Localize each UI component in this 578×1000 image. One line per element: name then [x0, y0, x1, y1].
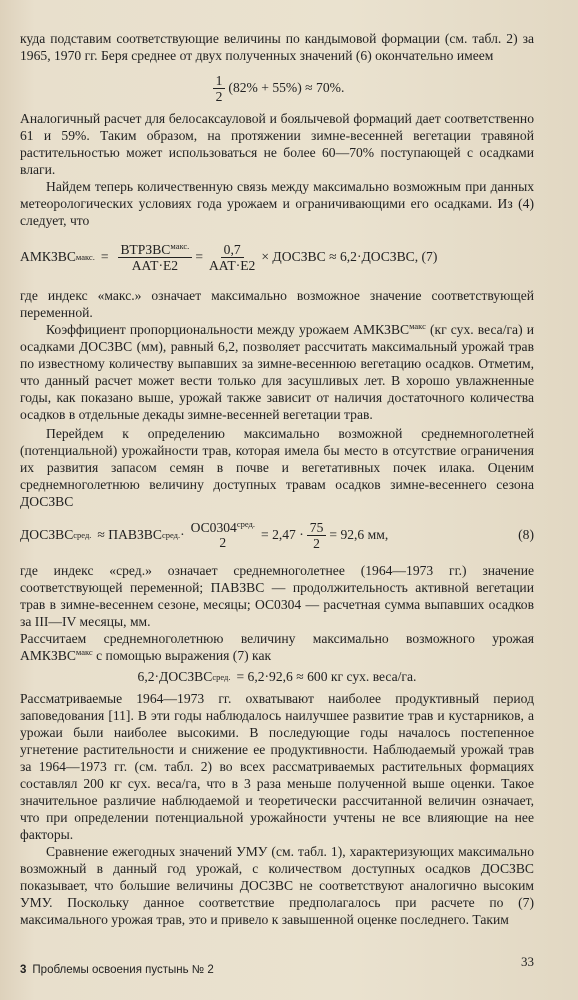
fraction-half: $\frac{1}{2}$	[213, 73, 226, 104]
formula-7-rest: × ДОСЗВС ≈ 6,2·ДОСЗВС, (7)	[261, 249, 438, 264]
paragraph-7: где индекс «сред.» означает среднемноголетнее (1964—1973 гг.) значение соответствующей переменной; ПАВЗВС — продолжительность активной вегетации трав в зимне-весеннем сезоне, месяцы; ОС0304 — расчетная сумма выпавших осадков за III—IV месяцы, мм.	[20, 563, 534, 629]
paragraph-1: куда подставим соответствующие величины по кандымовой формации (см. табл. 2) за 1965, 1970 гг. Беря среднее от двух полученных значений (6) окончательно имеем	[20, 31, 534, 63]
formula-7-fraction-2: $\frac{0,7}{\text{ААТ·Е2}}$	[208, 241, 256, 273]
paragraph-4: где индекс «макс.» означает максимально возможное значение соответствующей переменной.	[20, 288, 534, 320]
paragraph-10: Сравнение ежегодных значений УМУ (см. табл. 1), характеризующих максимально возможный в данный год урожай, с количеством доступных осадков ДОСЗВС показывает, что большие величины ДОСЗВС не соответствуют аналогично высоким УМУ. Поскольку данное соответствие предполагалось при расчете по (7) максимального урожая трав, это и привело к завышенной оценке последнего. Таким	[20, 844, 534, 927]
paragraph-8: Рассчитаем среднемноголетнюю величину максимально возможного урожая $АМКЗВС^{макс}$ с помощью выражения (7) как	[20, 631, 534, 663]
formula-1-body: (82% + 55%) ≈ 70%.	[228, 80, 345, 95]
page-number: 33	[521, 954, 534, 969]
formula-7: АМКЗВС макс. = $\frac{ВТРЗВС^{макс.}}{\text{ААТ·Е2}}$ = $\frac{0,7}{\text{ААТ·Е2}}$ × ДОСЗВС ≈ 6,2·ДОСЗВС, (7)	[20, 240, 438, 273]
paragraph-5: Коэффициент пропорциональности между урожаем $АМКЗВС^{макс}$ (кг сух. веса/га) и осадками ДОСЗВС (мм), равный 6,2, позволяет рассчитать максимальный урожай трав по известному количеству выпавших за зимне-весеннюю вегетацию осадков. Отметим, что данный расчет может вести только для засушливых лет. В хорошо увлажненные годы, как показано выше, урожай также зависит от наличия достаточного количества осадков в отдельные декады зимне-весенней вегетации трав.	[20, 321, 534, 422]
formula-8-fraction-2: $\frac{75}{2}$	[307, 520, 327, 551]
page-footer	[20, 954, 534, 980]
paragraph-9: Рассматриваемые 1964—1973 гг. охватывают наиболее продуктивный период заповедования [11]. В эти годы наблюдалось наилучшее развитие трав и кустарников, а урожаи были наиболее высокими. В последующие годы началось постепенное угнетение растительности и снижение ее продуктивности. Наблюдаемый урожай трав за 1964—1973 гг. (см. табл. 2) во всех рассматриваемых растительных формациях составлял 200 кг сух. веса/га, что в 3 раза меньше полученной выше оценки. Такое значительное различие наблюдаемой и теоретически рассчитанной величин означает, что при определении потенциальной урожайности учтены не все влияющие на нее факторы.	[20, 691, 534, 842]
paragraph-2: Аналогичный расчет для белосаксауловой и боялычевой формаций дает соответственно 61 и 59%. Таким образом, на протяжении зимне-весенней вегетации травяной растительностью может использоваться не более 60—70% поступающей с осадками влаги.	[20, 111, 534, 177]
formula-1	[20, 68, 534, 108]
formula-8-fraction-1: $ОС0304^{сред.}$ 2	[190, 519, 255, 550]
footer-title: 3 Проблемы освоения пустынь № 2	[20, 964, 214, 976]
formula-8-label: (8)	[518, 527, 534, 542]
paragraph-6: Перейдем к определению максимально возможной среднемноголетней (потенциальной) урожайности трав, которая имела бы место в отсутствие ограничения их развития запасом семян в почве и вегетативных почек илака. Оценим среднемноголетнюю величину доступных травам осадков зимне-весеннего сезона ДОСЗВС	[20, 426, 534, 509]
formula-7-fraction-1: $\frac{ВТРЗВС^{макс.}}{\text{ААТ·Е2}}$	[118, 242, 193, 273]
formula-7-lhs: АМКЗВС	[20, 249, 76, 264]
paragraph-3: Найдем теперь количественную связь между максимально возможным при данных метеорологических условиях года урожаем и ограничивающими его осадками. Из (4) следует, что	[20, 179, 534, 228]
formula-7-eq-2: =	[195, 249, 203, 264]
formula-7-eq: =	[100, 249, 109, 264]
formula-potential-yield: 6,2·ДОСЗВС сред. = 6,2·92,6 ≈ 600 кг сух. веса/га.	[137, 669, 417, 684]
formula-8: ДОСЗВС сред. ≈ ПАВЗВС сред. · $ОС0304^{сред.}$ 2 = 2,47 · $\frac{75}{2}$ = 92,6 мм, (8)	[20, 519, 534, 551]
